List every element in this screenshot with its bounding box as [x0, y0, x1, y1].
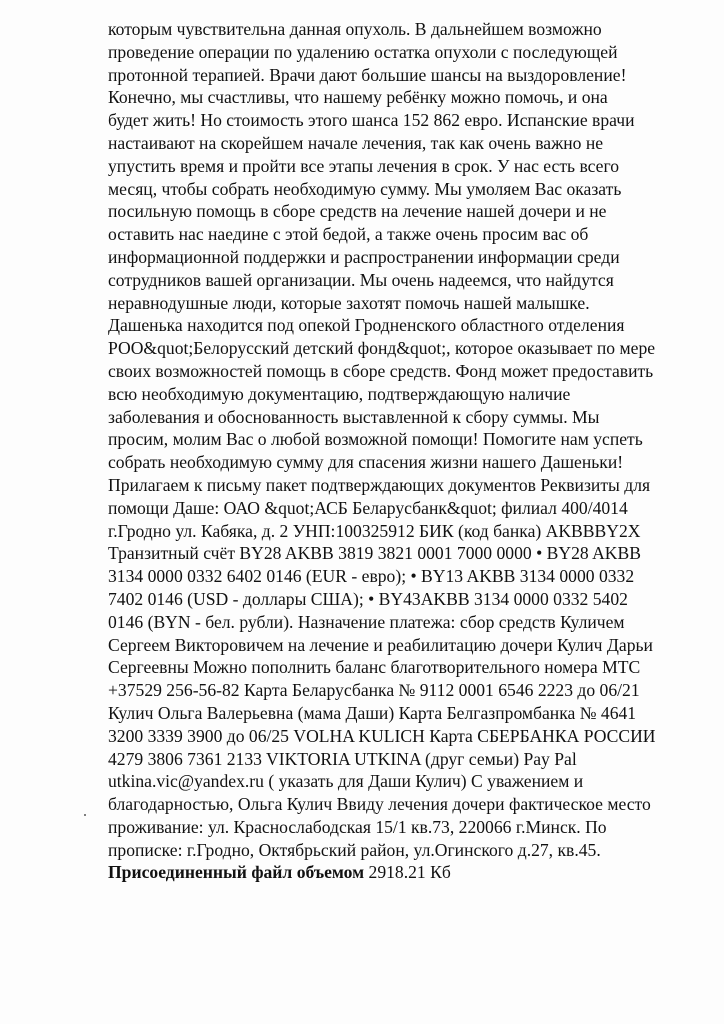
- letter-line: utkina.vic@yandex.ru ( указать для Даши Кулич) С уважением и: [108, 771, 584, 792]
- letter-line: Сергеевны Можно пополнить баланс благотворительного номера МТС: [108, 657, 641, 678]
- letter-line: 3200 3339 3900 до 06/25 VOLHA KULICH Карта СБЕРБАНКА РОССИИ: [108, 725, 656, 746]
- letter-line: благодарностью, Ольга Кулич Ввиду лечения дочери фактическое место: [108, 794, 651, 815]
- letter-line: 4279 3806 7361 2133 VIKTORIA UTKINA (друг семьи) Pay Pal: [108, 748, 577, 769]
- attachment-label: Присоединенный файл объемом: [108, 862, 365, 883]
- scan-speck: [84, 814, 86, 816]
- letter-line: оставить нас наедине с этой бедой, а также очень просим вас об: [108, 224, 589, 245]
- letter-line: неравнодушные люди, которые захотят помочь нашей малышке.: [108, 292, 590, 313]
- letter-line: просим, молим Вас о любой возможной помощи! Помогите нам успеть: [108, 429, 643, 450]
- letter-line: РОО&quot;Белорусский детский фонд&quot;, которое оказывает по мере: [108, 338, 656, 359]
- letter-line: собрать необходимую сумму для спасения жизни нашего Дашеньки!: [108, 452, 624, 473]
- letter-line: посильную помощь в сборе средств на лечение нашей дочери и не: [108, 201, 607, 222]
- letter-line: г.Гродно ул. Кабяка, д. 2 УНП:100325912 БИК (код банка) AKBBBY2X: [108, 520, 641, 541]
- letter-line: проживание: ул. Краснослабодская 15/1 кв.73, 220066 г.Минск. По: [108, 816, 607, 837]
- letter-line: 3134 0000 0332 6402 0146 (EUR - евро); • BY13 AKBB 3134 0000 0332: [108, 566, 635, 587]
- letter-line: +37529 256-56-82 Карта Беларусбанка № 9112 0001 6546 2223 до 06/21: [108, 680, 640, 701]
- letter-line: упустить время и пройти все этапы лечения в срок. У нас есть всего: [108, 155, 620, 176]
- attachment-line: [108, 861, 668, 884]
- letter-line: прописке: г.Гродно, Октябрьский район, ул.Огинского д.27, кв.45.: [108, 839, 601, 860]
- letter-line: месяц, чтобы собрать необходимую сумму. Мы умоляем Вас оказать: [108, 178, 622, 199]
- letter-line: Конечно, мы счастливы, что нашему ребёнку можно помочь, и она: [108, 87, 608, 108]
- letter-line: проведение операции по удалению остатка опухоли с последующей: [108, 41, 618, 62]
- letter-line: своих возможностей помощь в сборе средств. Фонд может предоставить: [108, 360, 654, 381]
- attachment-size: 2918.21 Кб: [368, 862, 451, 883]
- letter-line: 7402 0146 (USD - доллары США); • BY43AKBB 3134 0000 0332 5402: [108, 588, 628, 609]
- letter-line: помощи Даше: ОАО &quot;АСБ Беларусбанк&quot; филиал 400/4014: [108, 497, 628, 518]
- letter-line: информационной поддержки и распространении информации среди: [108, 246, 620, 267]
- letter-line: настаивают на скорейшем начале лечения, так как очень важно не: [108, 132, 604, 153]
- letter-line: 0146 (BYN - бел. рубли). Назначение платежа: сбор средств Куличем: [108, 611, 625, 632]
- letter-line: протонной терапией. Врачи дают большие шансы на выздоровление!: [108, 64, 627, 85]
- letter-line: заболевания и обоснованность выставленной к сбору суммы. Мы: [108, 406, 600, 427]
- letter-body: [108, 18, 668, 884]
- letter-line: Дашенька находится под опекой Гродненского областного отделения: [108, 315, 625, 336]
- letter-line: Кулич Ольга Валерьевна (мама Даши) Карта Белгазпромбанка № 4641: [108, 702, 637, 723]
- letter-line: сотрудников вашей организации. Мы очень надеемся, что найдутся: [108, 269, 614, 290]
- letter-line: которым чувствительна данная опухоль. В дальнейшем возможно: [108, 19, 602, 39]
- letter-line: Прилагаем к письму пакет подтверждающих документов Реквизиты для: [108, 474, 651, 495]
- letter-line: всю необходимую документацию, подтверждающую наличие: [108, 383, 571, 404]
- letter-line: Транзитный счёт BY28 AKBB 3819 3821 0001 7000 0000 • BY28 AKBB: [108, 543, 641, 564]
- letter-line: будет жить! Но стоимость этого шанса 152 862 евро. Испанские врачи: [108, 110, 635, 131]
- letter-line: Сергеем Викторовичем на лечение и реабилитацию дочери Кулич Дарьи: [108, 634, 653, 655]
